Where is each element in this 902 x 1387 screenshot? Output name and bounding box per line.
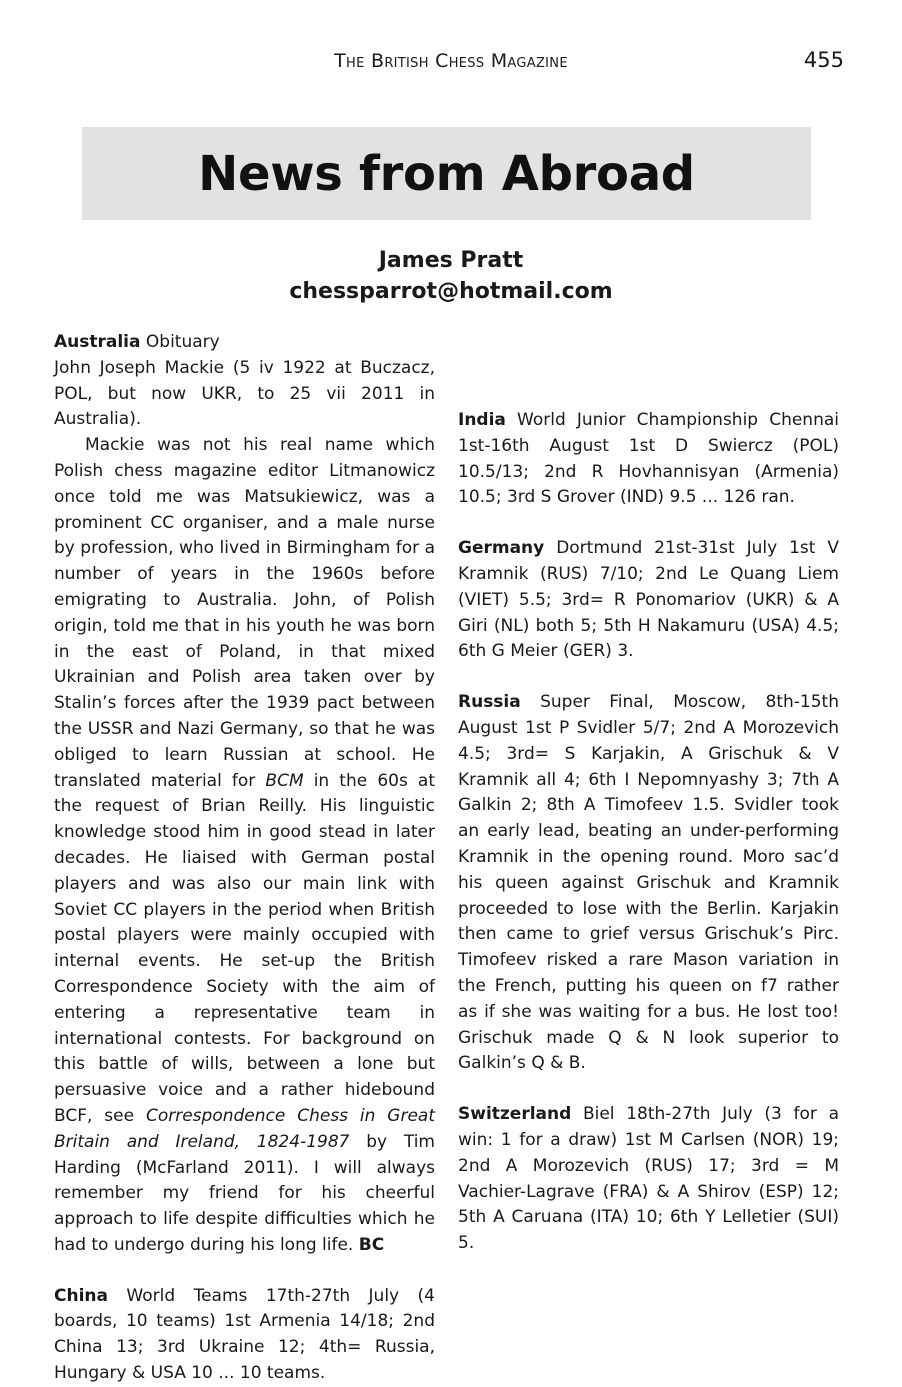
page-number: 455	[803, 48, 844, 72]
country-china: China	[54, 1285, 108, 1306]
australia-subheading: Obituary	[145, 332, 220, 352]
australia-body-part: Mackie was not his real name which Polish chess magazine editor Litmanowicz once told me was Matsukiewicz, was a prominent CC organiser, and a male nurse by profession, who lived in Birmingham for a number of years in the 1960s before emigrating to Australia. John, of Polish origin, told me that in his youth he was born in the east of Poland, in that mixed Ukrainian and Polish area taken over by Stalin’s forces after the 1939 pact between the USSR and Nazi Germany, so that he was obliged to learn Russian at school. He translated material for	[54, 435, 435, 791]
country-switzerland: Switzerland	[458, 1104, 572, 1125]
running-head: The British Chess Magazine	[334, 50, 568, 72]
byline	[0, 245, 902, 307]
australia-body	[54, 433, 435, 1259]
article-title: News from Abroad	[198, 145, 695, 202]
india-entry	[458, 408, 839, 511]
author-name: James Pratt	[378, 248, 524, 273]
australia-intro: John Joseph Mackie (5 iv 1922 at Buczacz, POL, but now UKR, to 25 vii 2011 in Australia).	[54, 357, 435, 430]
author-email: chessparrot@hotmail.com	[289, 279, 613, 304]
country-russia: Russia	[458, 692, 521, 713]
title-band	[82, 127, 811, 220]
switzerland-entry	[458, 1102, 839, 1257]
russia-entry	[458, 690, 839, 1077]
bcm-title: BCM	[265, 770, 304, 791]
australia-body-part: by Tim Harding (McFarland 2011). I will always remember my friend for his cheerful approach to life despite difficulties which he had to undergo during his long life.	[54, 1131, 435, 1255]
country-india: India	[458, 410, 506, 430]
left-column	[54, 330, 435, 1387]
germany-entry	[458, 536, 839, 665]
country-germany: Germany	[458, 538, 545, 559]
china-entry	[54, 1284, 435, 1387]
right-column	[458, 330, 839, 1257]
country-australia: Australia	[54, 332, 141, 352]
australia-heading	[54, 330, 435, 356]
russia-text: Super Final, Moscow, 8th-15th August 1st P Svidler 5/7; 2nd A Morozevich 4.5; 3rd= S Karjakin, A Grischuk & V Kramnik all 4; 6th I Nepomnyashy 3; 7th A Galkin 2; 8th A Timofeev 1.5. Svidler took an early lead, beating an under-performing Kramnik in the opening round. Moro sac’d his queen against Grischuk and Kramnik proceeded to lose with the Berlin. Karjakin then came to grief versus Grischuk’s Pirc. Timofeev risked a rare Mason variation in the French, putting his queen on f7 rather as if she was waiting for a bus. He lost too! Grischuk made Q & N look superior to Galkin’s Q & B.	[458, 692, 839, 1074]
australia-body-part: in the 60s at the request of Brian Reilly. His linguistic knowledge stood him in good stead in later decades. He liaised with German postal players and was also our main link with Soviet CC players in the period when British postal players were mainly occupied with internal events. He set-up the British Correspondence Society with the aim of entering a representative team in international contests. For background on this battle of wills, between a lone but persuasive voice and a rather hidebound BCF, see	[54, 770, 435, 1126]
india-text: World Junior Championship Chennai 1st-16th August 1st D Swiercz (POL) 10.5/13; 2nd R Hovhannisyan (Armenia) 10.5; 3rd S Grover (IND) 9.5 ... 126 ran.	[458, 410, 839, 508]
book-title: Correspondence Chess in Great Britain and Ireland, 1824-1987	[54, 1105, 436, 1152]
germany-text: Dortmund 21st-31st July 1st V Kramnik (RUS) 7/10; 2nd Le Quang Liem (VIET) 5.5; 3rd= R Ponomariov (UKR) & A Giri (NL) both 5; 5th H Nakamuru (USA) 4.5; 6th G Meier (GER) 3.	[458, 538, 839, 662]
switzerland-text: Biel 18th-27th July (3 for a win: 1 for a draw) 1st M Carlsen (NOR) 19; 2nd A Morozevich (RUS) 17; 3rd = M Vachier-Lagrave (FRA) & A Shirov (ESP) 12; 5th A Caruana (ITA) 10; 6th Y Lelletier (SUI) 5.	[458, 1104, 839, 1254]
china-text: World Teams 17th-27th July (4 boards, 10 teams) 1st Armenia 14/18; 2nd China 13; 3rd Ukraine 12; 4th= Russia, Hungary & USA 10 ... 10 teams.	[54, 1285, 435, 1384]
signoff-initials: BC	[358, 1234, 385, 1255]
